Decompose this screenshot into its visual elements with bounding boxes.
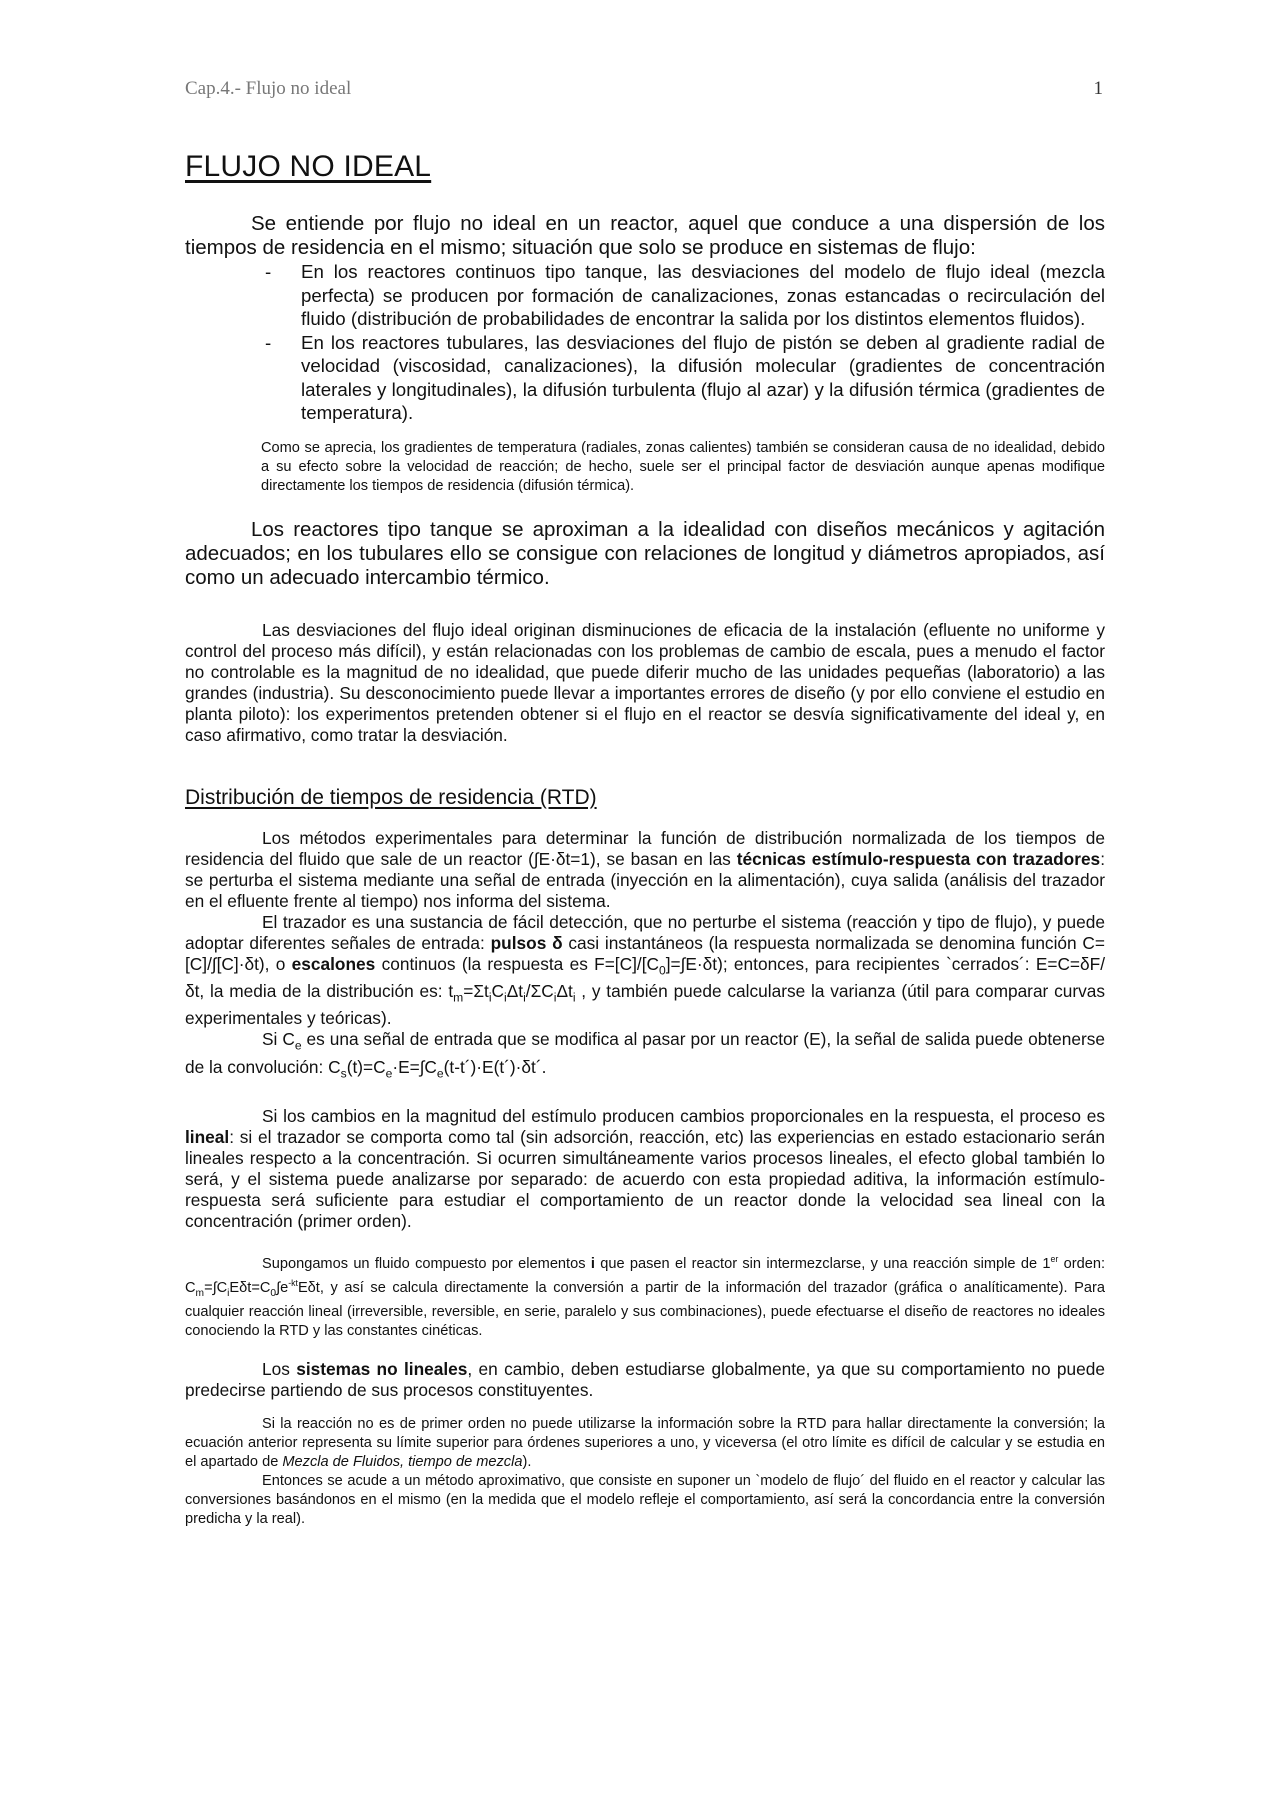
paragraph-deviations: Las desviaciones del flujo ideal originan disminuciones de eficacia de la instalación (efluente no uniforme y control del proceso más difícil), y están relacionadas con los problemas de cambio de escala, pues a menudo el factor no controlable es la magnitud de no idealidad, que puede diferir mucho de las unidades pequeñas (laboratorio) a las grandes (industria). Su desconocimiento puede llevar a importantes errores de diseño (y por ello conviene el estudio en planta piloto): los experimentos pretenden obtener si el flujo en el reactor se desvía significativamente del ideal y, en caso afirmativo, como tratar la desviación. — [185, 619, 1105, 745]
page-number: 1 — [1093, 78, 1103, 99]
section-heading-rtd: Distribución de tiempos de residencia (RTD) — [185, 785, 597, 809]
rtd-paragraph-1: Los métodos experimentales para determinar la función de distribución normalizada de los tiempos de residencia del fluido que sale de un reactor (∫E·δt=1), se basan en las técnicas estímulo-respuesta con trazadores: se perturba el sistema mediante una señal de entrada (inyección en la alimentación), cuya salida (análisis del trazador en el efluente frente al tiempo) nos informa del sistema. — [185, 827, 1105, 911]
page-body — [185, 150, 1105, 1529]
rtd-paragraph-nonlinear: Los sistemas no lineales, en cambio, deben estudiarse globalmente, ya que su comportamiento no puede predecirse partiendo de sus procesos constituyentes. — [185, 1358, 1105, 1400]
rtd-paragraph-3: Si $C_e$ es una señal de entrada que se modifica al pasar por un reactor (E), la señal de salida puede obtenerse de la convolución: $C_s(t)=C_e\cdot E=\int C_e(t-t´)\cdot E(t´)\cdot\delta t´$. — [185, 1029, 1105, 1081]
list-item: - En los reactores continuos tipo tanque, las desviaciones del modelo de flujo ideal (mezcla perfecta) se producen por formación de canalizaciones, zonas estancadas o recirculación del fluido (distribución de probabilidades de encontrar la salida por los distintos elementos fluidos). — [265, 261, 1105, 329]
rtd-note-first-order: Supongamos un fluido compuesto por elementos i que pasen el reactor sin intermezclarse, y una reacción simple de 1er orden: $C_m=\int C_iE\delta t=C_0\int e^{-kt}E\delta t$, y así se calcula directamente la conversión a partir de la información del trazador (gráfica o analíticamente). Para cualquier reacción lineal (irreversible, reversible, en serie, paralelo y sus combinaciones), puede efectuarse el diseño de reactores no ideales conociendo la RTD y las constantes cinéticas. — [185, 1254, 1105, 1339]
dash-marker: - — [265, 261, 272, 282]
rtd-note-flow-model: Entonces se acude a un método aproximativo, que consiste en suponer un `modelo de flujo´ del fluido en el reactor y calcular las conversiones basándonos en el mismo (en la medida que el modelo refleje el comportamiento, así será la concordancia entre la conversión predicha y la real). — [185, 1472, 1105, 1527]
rtd-paragraph-linear: Si los cambios en la magnitud del estímulo producen cambios proporcionales en la respuesta, el proceso es lineal: si el trazador se comporta como tal (sin adsorción, reacción, etc) las experiencias en estado estacionario serán lineales respecto a la concentración. Si ocurren simultáneamente varios procesos lineales, el efecto global también lo será, y el sistema puede analizarse por separado: de acuerdo con esta propiedad aditiva, la información estímulo-respuesta será suficiente para estudiar el comportamiento de un reactor donde la velocidad sea lineal con la concentración (primer orden). — [185, 1106, 1105, 1232]
note-temperature: Como se aprecia, los gradientes de temperatura (radiales, zonas calientes) también se consideran causa de no idealidad, debido a su efecto sobre la velocidad de reacción; de hecho, suele ser el principal factor de desviación aunque apenas modifique directamente los tiempos de residencia (difusión térmica). — [261, 439, 1105, 494]
list-item: - En los reactores tubulares, las desviaciones del flujo de pistón se deben al gradiente radial de velocidad (viscosidad, canalizaciones), la difusión molecular (gradientes de concentración laterales y longitudinales), la difusión turbulenta (flujo al azar) y la difusión térmica (gradientes de temperatura). — [265, 331, 1105, 423]
running-title: Cap.4.- Flujo no ideal — [185, 78, 352, 99]
dash-marker: - — [265, 331, 272, 353]
rtd-paragraph-2: El trazador es una sustancia de fácil detección, que no perturbe el sistema (reacción y tipo de flujo), y puede adoptar diferentes señales de entrada: pulsos δ casi instantáneos (la respuesta normalizada se denomina función C=[C]/∫[C]·δt), o escalones continuos (la respuesta es $F=[C]/[C_0]=\int E\cdot\delta t$); entonces, para recipientes `cerrados´: E=C=δF/δt, la media de la distribución es: $t_m=\Sigma t_iC_i\Delta t_i/\Sigma C_i\Delta t_i$ , y también puede calcularse la varianza (útil para comparar curvas experimentales y teóricas). — [185, 911, 1105, 1029]
page-title: FLUJO NO IDEAL — [185, 150, 432, 183]
paragraph-tank-reactors: Los reactores tipo tanque se aproximan a la idealidad con diseños mecánicos y agitación adecuados; en los tubulares ello se consigue con relaciones de longitud y diámetros apropiados, así como un adecuado intercambio térmico. — [185, 517, 1105, 589]
deviation-list — [185, 260, 1105, 425]
intro-paragraph: Se entiende por flujo no ideal en un reactor, aquel que conduce a una dispersión de los tiempos de residencia en el mismo; situación que solo se produce en sistemas de flujo: — [185, 212, 1105, 259]
rtd-note-higher-order: Si la reacción no es de primer orden no puede utilizarse la información sobre la RTD para hallar directamente la conversión; la ecuación anterior representa su límite superior para órdenes superiores a uno, y viceversa (el otro límite es difícil de calcular y se estudia en el apartado de Mezcla de Fluidos, tiempo de mezcla). — [185, 1415, 1105, 1470]
page-header — [185, 78, 1103, 104]
